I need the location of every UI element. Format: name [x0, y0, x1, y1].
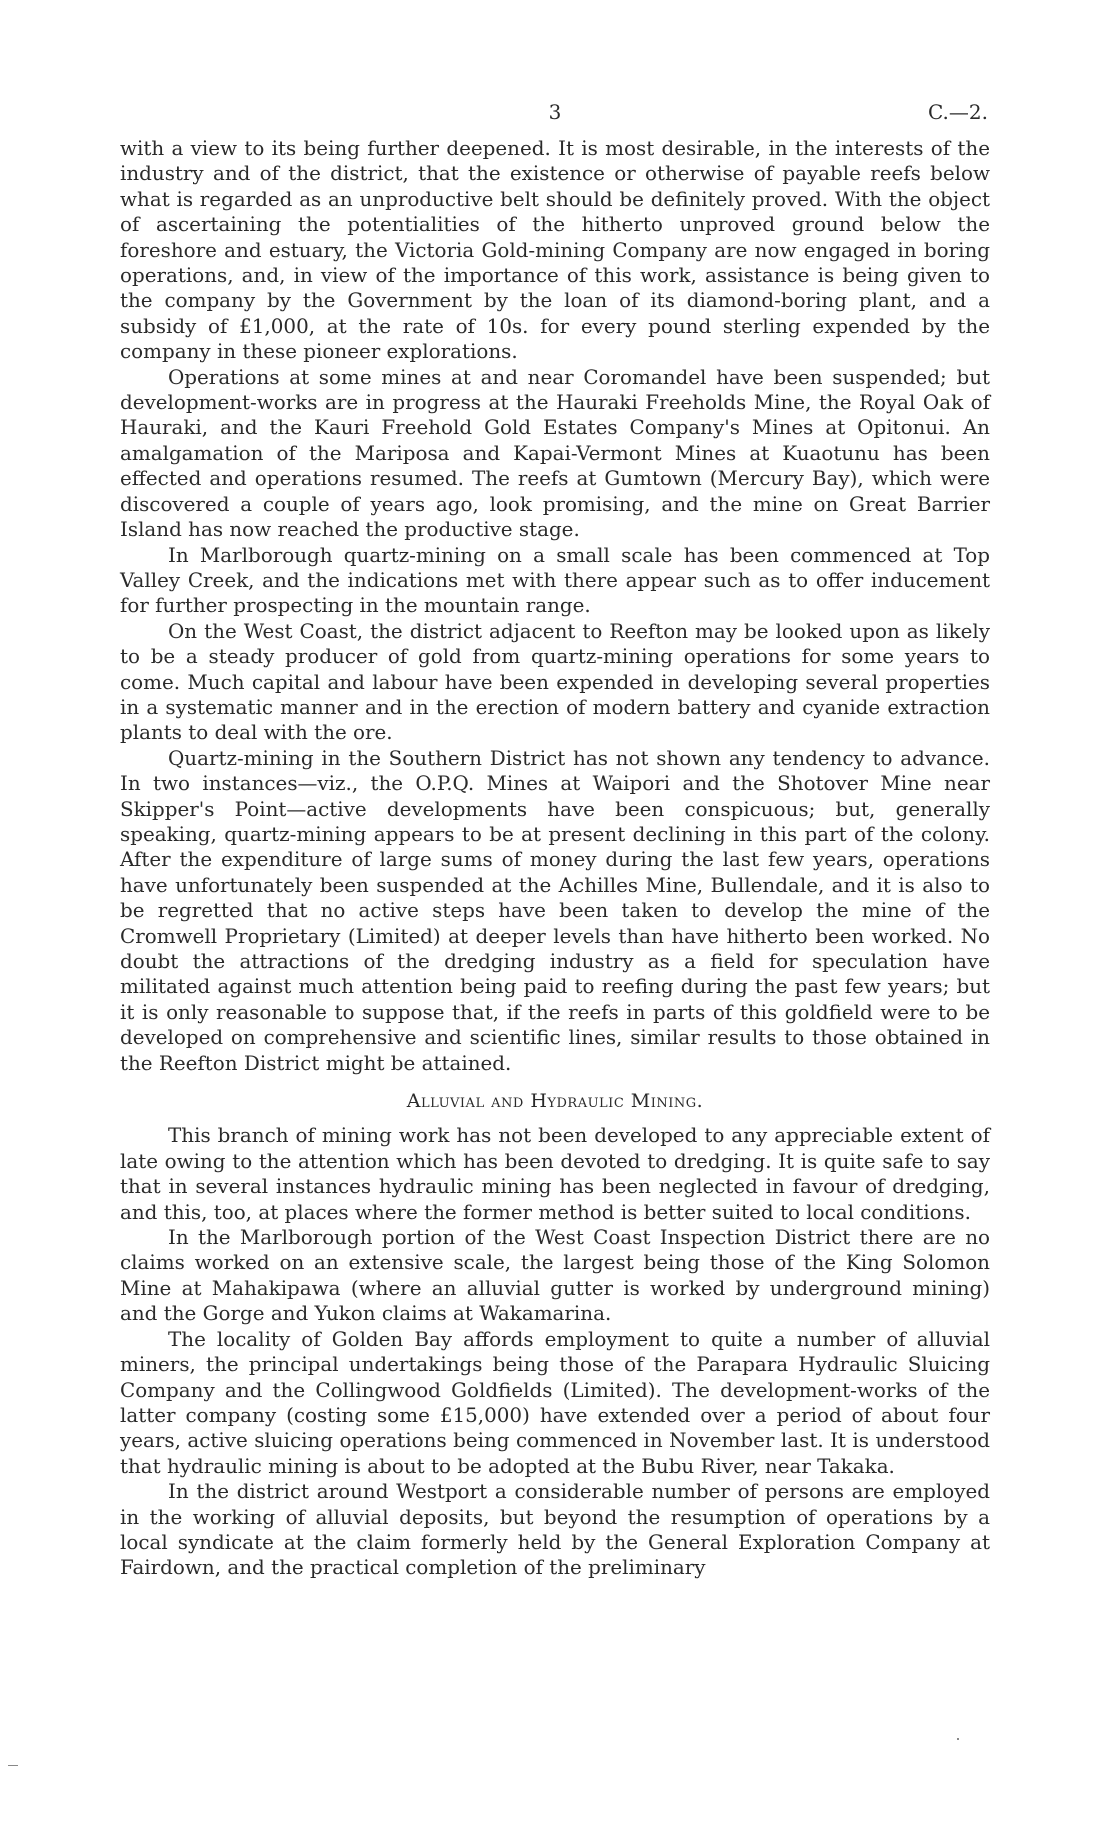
scan-speck: [957, 1738, 959, 1740]
paragraph: This branch of mining work has not been developed to any appreciable extent of late owing to the attention which has been devoted to dredging. It is quite safe to say that in several instances hydraulic mining has been neglected in favour of dredging, and this, too, at places where the former method is better suited to local conditions.: [120, 1124, 990, 1224]
section-heading: Alluvial and Hydraulic Mining.: [406, 1090, 704, 1113]
paragraph: The locality of Golden Bay affords employment to quite a number of alluvial miners, the principal undertakings being those of the Parapara Hydraulic Sluicing Company and the Collingwood Goldfields (Limited). The development-works of the latter company (costing some £15,000) have extended over a period of about four years, active sluicing operations being commenced in November last. It is understood that hydraulic mining is about to be adopted at the Bubu River, near Takaka.: [120, 1327, 990, 1478]
paragraph: In Marlborough quartz-mining on a small scale has been commenced at Top Valley Creek, and the indications met with there appear such as to offer inducement for further prospecting in the mountain range.: [120, 543, 990, 618]
paragraph: Operations at some mines at and near Coromandel have been suspended; but development-works are in progress at the Hauraki Freeholds Mine, the Royal Oak of Hauraki, and the Kauri Freehold Gold Estates Company's Mines at Opitonui. An amalgamation of the Mariposa and Kapai-Vermont Mines at Kuaotunu has been effected and operations resumed. The reefs at Gumtown (Mercury Bay), which were discovered a couple of years ago, look promising, and the mine on Great Barrier Island has now reached the productive stage.: [120, 365, 990, 542]
paragraph: On the West Coast, the district adjacent to Reefton may be looked upon as likely to be a steady producer of gold from quartz-mining operations for some years to come. Much capital and labour have been expended in developing several properties in a systematic manner and in the erection of modern battery and cyanide extraction plants to deal with the ore.: [120, 619, 990, 745]
page-header: [120, 100, 990, 130]
page-number: 3: [548, 100, 562, 124]
paragraph: In the district around Westport a considerable number of persons are employed in the working of alluvial deposits, but beyond the resumption of operations by a local syndicate at the claim formerly held by the General Exploration Company at Fairdown, and the practical completion of the preliminary: [120, 1480, 990, 1580]
scan-speck: [8, 1765, 18, 1766]
paragraph: Quartz-mining in the Southern District has not shown any tendency to advance. In two instances—viz., the O.P.Q. Mines at Waipori and the Shotover Mine near Skipper's Point—active developments have been conspicuous; but, generally speaking, quartz-mining appears to be at present declining in this part of the colony. After the expenditure of large sums of money during the last few years, operations have unfortunately been suspended at the Achilles Mine, Bullendale, and it is also to be regretted that no active steps have been taken to develop the mine of the Cromwell Proprietary (Limited) at deeper levels than have hitherto been worked. No doubt the attractions of the dredging industry as a field for speculation have militated against much attention being paid to reefing during the past few years; but it is only reasonable to suppose that, if the reefs in parts of this goldfield were to be developed on comprehensive and scientific lines, similar results to those obtained in the Reefton District might be attained.: [120, 746, 990, 1075]
paragraph: In the Marlborough portion of the West Coast Inspection District there are no claims worked on an extensive scale, the largest being those of the King Solomon Mine at Mahakipawa (where an alluvial gutter is worked by underground mining) and the Gorge and Yukon claims at Wakamarina.: [120, 1226, 990, 1326]
body-text: [120, 136, 990, 1581]
document-reference: C.—2.: [927, 100, 988, 124]
paragraph: with a view to its being further deepened. It is most desirable, in the interests of the industry and of the district, that the existence or otherwise of payable reefs below what is regarded as an unproductive belt should be definitely proved. With the object of ascertaining the potentialities of the hitherto unproved ground below the foreshore and estuary, the Victoria Gold-mining Company are now engaged in boring operations, and, in view of the importance of this work, assistance is being given to the company by the Government by the loan of its diamond-boring plant, and a subsidy of £1,000, at the rate of 10s. for every pound sterling expended by the company in these pioneer explorations.: [120, 137, 990, 364]
